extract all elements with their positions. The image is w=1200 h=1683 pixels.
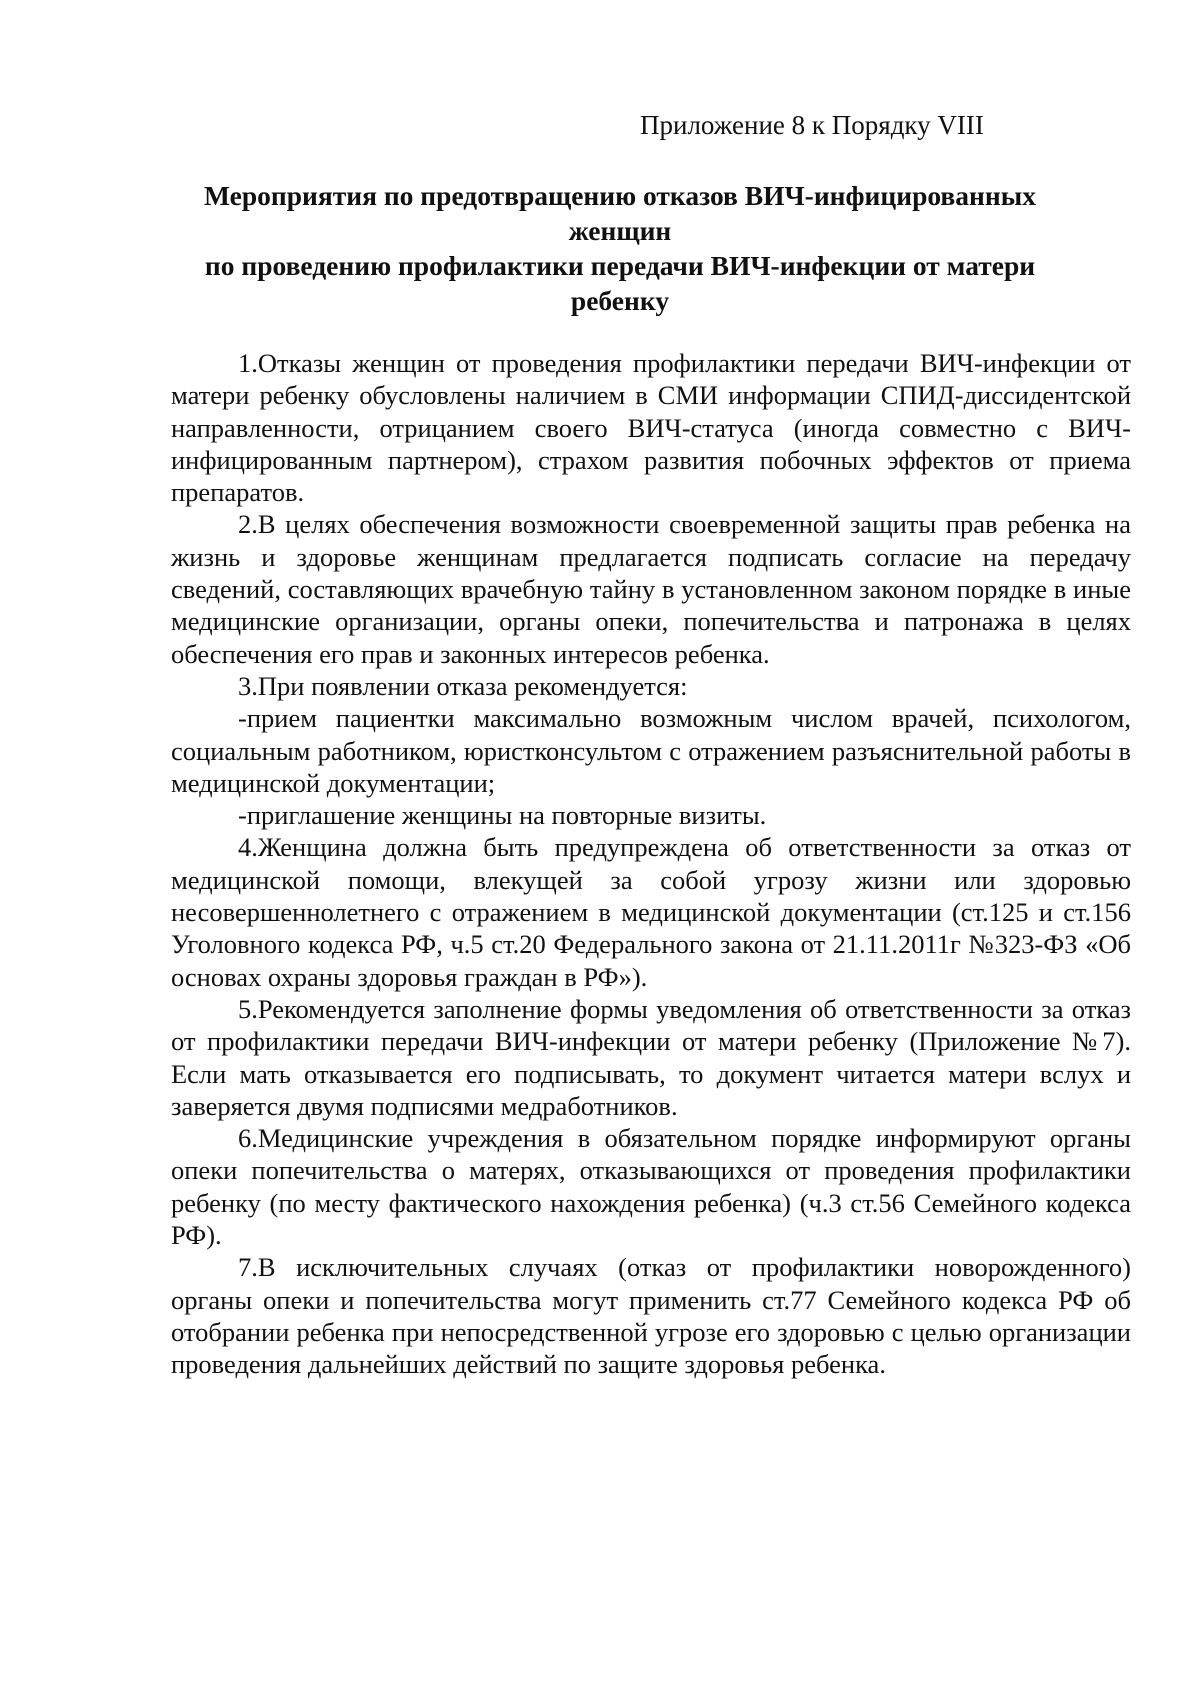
title-line-3: по проведению профилактики передачи ВИЧ-инфекции от матери <box>204 250 1036 281</box>
paragraph-2-consent: 2.В целях обеспечения возможности своевременной защиты прав ребенка на жизнь и здоровье женщинам предлагается подписать согласие на передачу сведений, составляющих врачебную тайну в установленном законом порядке в иные медицинские организации, органы опеки, попечительства и патронажа в целях обеспечения его прав и законных интересов ребенка. <box>171 509 1131 669</box>
paragraph-6-guardianship-info: 6.Медицинские учреждения в обязательном порядке информируют органы опеки попечительства о матерях, отказывающихся от проведения профилактики ребенку (по месту фактического нахождения ребенка) (ч.3 ст.56 Семейного кодекса РФ). <box>171 1123 1131 1251</box>
paragraph-4-responsibility: 4.Женщина должна быть предупреждена об ответственности за отказ от медицинской помощи, влекущей за собой угрозу жизни или здоровью несовершеннолетнего с отражением в медицинской документации (ст.125 и ст.156 Уголовного кодекса РФ, ч.5 ст.20 Федерального закона от 21.11.2011г №323-ФЗ «Об основах охраны здоровья граждан в РФ»). <box>171 832 1131 992</box>
appendix-header: Приложение 8 к Порядку VIII <box>640 110 984 140</box>
document-body <box>171 347 1131 1381</box>
list-item-repeat-visits: -приглашение женщины на повторные визиты. <box>238 800 767 831</box>
document-title <box>170 178 1070 318</box>
list-item-reception: -прием пациентки максимально возможным числом врачей, психологом, социальным работником, юристконсультом с отражением разъяснительной работы в медицинской документации; <box>171 703 1131 798</box>
paragraph-5-notification-form: 5.Рекомендуется заполнение формы уведомления об ответственности за отказ от профилактики передачи ВИЧ-инфекции от матери ребенку (Приложение №7). Если мать отказывается его подписывать, то документ читается матери вслух и заверяется двумя подписями медработников. <box>171 993 1131 1121</box>
paragraph-3-recommendations: 3.При появлении отказа рекомендуется: <box>238 670 688 701</box>
paragraph-1-refusal-reasons: 1.Отказы женщин от проведения профилактики передачи ВИЧ-инфекции от матери ребенку обусловлены наличием в СМИ информации СПИД-диссидентской направленности, отрицанием своего ВИЧ-статуса (иногда совместно с ВИЧ-инфицированным партнером), страхом развития побочных эффектов от приема препаратов. <box>171 348 1131 508</box>
title-line-1: Мероприятия по предотвращению отказов ВИЧ-инфицированных <box>204 180 1036 211</box>
title-line-2: женщин <box>568 215 672 246</box>
title-line-4: ребенку <box>570 285 670 316</box>
paragraph-7-exceptional-cases: 7.В исключительных случаях (отказ от профилактики новорожденного) органы опеки и попечительства могут применить ст.77 Семейного кодекса РФ об отобрании ребенка при непосредственной угрозе его здоровью с целью организации проведения дальнейших действий по защите здоровья ребенка. <box>171 1252 1131 1380</box>
